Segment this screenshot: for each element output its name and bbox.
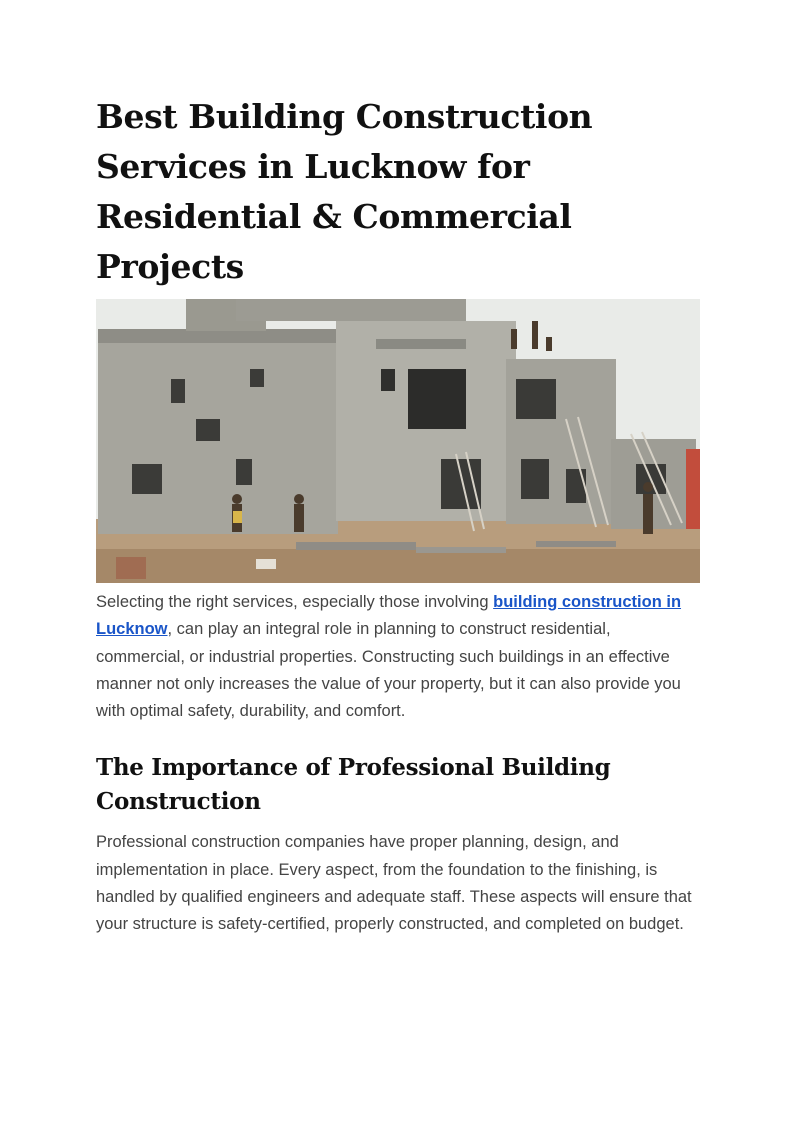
construction-site-photo bbox=[96, 299, 700, 583]
hero-image bbox=[96, 299, 700, 583]
article bbox=[96, 92, 700, 939]
section-paragraph: Professional construction companies have proper planning, design, and implementation in place. Every aspect, from the foundation to the finishing, is handled by qualified engineers and adequate staff. These aspects will ensure that your structure is safety-certified, properly constructed, and completed on budget. bbox=[96, 833, 692, 934]
intro-paragraph bbox=[96, 589, 700, 725]
intro-text-after: , can play an integral role in planning to construct residential, commercial, or industrial properties. Constructing such buildings in an effective manner not only increases the value of your property, but it can also provide you with optimal safety, durability, and comfort. bbox=[96, 620, 681, 721]
intro-text-before: Selecting the right services, especially those involving bbox=[96, 593, 494, 611]
building-construction-link[interactable]: building construction in Lucknow bbox=[96, 593, 682, 639]
section-heading: The Importance of Professional Building Construction bbox=[96, 754, 611, 816]
page-title: Best Building Construction Services in Lucknow for Residential & Commercial Projects bbox=[96, 97, 593, 286]
